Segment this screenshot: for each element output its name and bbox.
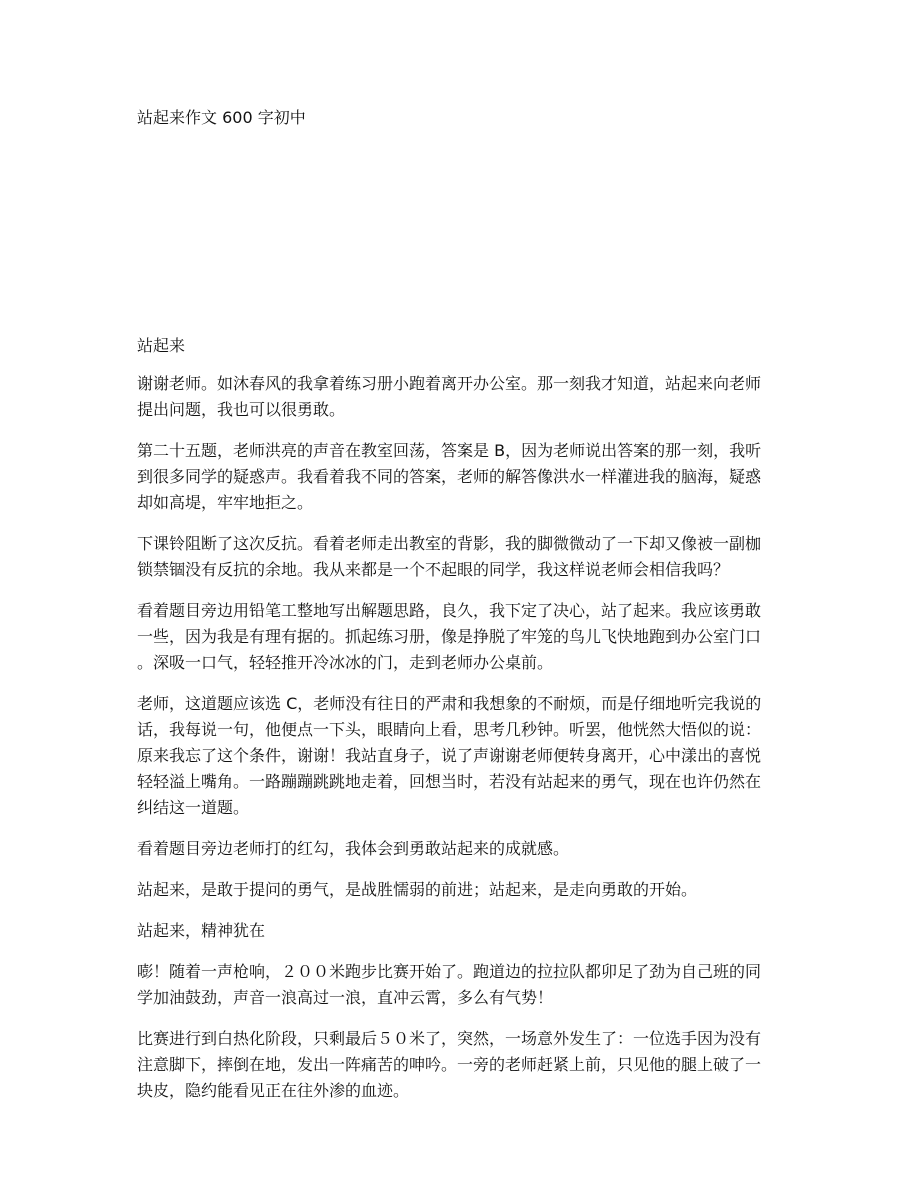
paragraph [137, 836, 797, 862]
paragraph-line: 老师，这道题应该选 C，老师没有往日的严肃和我想象的不耐烦，而是仔细地听完我说的 [137, 694, 762, 713]
paragraph [137, 1026, 797, 1104]
paragraph-line: 站起来，是敢于提问的勇气，是战胜懦弱的前进；站起来，是走向勇敢的开始。 [137, 880, 698, 899]
paragraph [137, 531, 797, 583]
paragraph-line: 到很多同学的疑惑声。我看着我不同的答案，老师的解答像洪水一样灌进我的脑海，疑惑 [137, 467, 762, 486]
paragraph-line: 看着题目旁边用铅笔工整地写出解题思路，良久，我下定了决心，站了起来。我应该勇敢 [137, 601, 762, 620]
paragraph-line: 锁禁锢没有反抗的余地。我从来都是一个不起眼的同学，我这样说老师会相信我吗？ [137, 560, 730, 579]
paragraph-line: 嘭！随着一声枪响，２００米跑步比赛开始了。跑道边的拉拉队都卯足了劲为自己班的同 [137, 962, 762, 981]
paragraph-line: 第二十五题，老师洪亮的声音在教室回荡，答案是 B，因为老师说出答案的那一刻，我听 [137, 441, 762, 460]
paragraph-line: 块皮，隐约能看见正在往外渗的血迹。 [137, 1081, 410, 1100]
paragraph-line: 提出问题，我也可以很勇敢。 [137, 400, 346, 419]
paragraph-line: 一些，因为我是有理有据的。抓起练习册，像是挣脱了牢笼的鸟儿飞快地跑到办公室门口 [137, 627, 762, 646]
paragraph-line: 。深吸一口气，轻轻推开冷冰冰的门，走到老师办公桌前。 [137, 653, 554, 672]
paragraph-line: 下课铃阻断了这次反抗。看着老师走出教室的背影，我的脚微微动了一下却又像被一副枷 [137, 534, 762, 553]
paragraph-line: 学加油鼓劲，声音一浪高过一浪，直冲云霄，多么有气势！ [137, 988, 554, 1007]
paragraph-line: 注意脚下，摔倒在地，发出一阵痛苦的呻吟。一旁的老师赶紧上前，只见他的腿上破了一 [137, 1055, 762, 1074]
paragraph-line: 却如高堤，牢牢地拒之。 [137, 493, 314, 512]
paragraph [137, 371, 797, 423]
paragraph-line: 原来我忘了这个条件，谢谢！我站直身子，说了声谢谢老师便转身离开，心中漾出的喜悦 [137, 746, 762, 765]
paragraph [137, 877, 797, 903]
paragraph-line: 话，我每说一句，他便点一下头，眼睛向上看，思考几秒钟。听罢，他恍然大悟似的说： [137, 720, 762, 739]
paragraph-line: 比赛进行到白热化阶段，只剩最后５０米了，突然，一场意外发生了：一位选手因为没有 [137, 1029, 762, 1048]
paragraph-line: 看着题目旁边老师打的红勾，我体会到勇敢站起来的成就感。 [137, 839, 570, 858]
paragraph-line: 纠结这一道题。 [137, 798, 250, 817]
paragraph-line: 谢谢老师。如沐春风的我拿着练习册小跑着离开办公室。那一刻我才知道，站起来向老师 [137, 374, 762, 393]
document-title: 站起来作文 600 字初中 [137, 108, 306, 127]
paragraph [137, 438, 797, 516]
paragraph [137, 598, 797, 676]
paragraph-line: 站起来，精神犹在 [137, 921, 266, 940]
paragraph [137, 691, 797, 821]
section-heading: 站起来 [137, 336, 186, 355]
paragraph [137, 918, 797, 944]
document-body [137, 335, 797, 1119]
paragraph-line: 轻轻溢上嘴角。一路蹦蹦跳跳地走着，回想当时，若没有站起来的勇气，现在也许仍然在 [137, 772, 762, 791]
paragraph [137, 959, 797, 1011]
